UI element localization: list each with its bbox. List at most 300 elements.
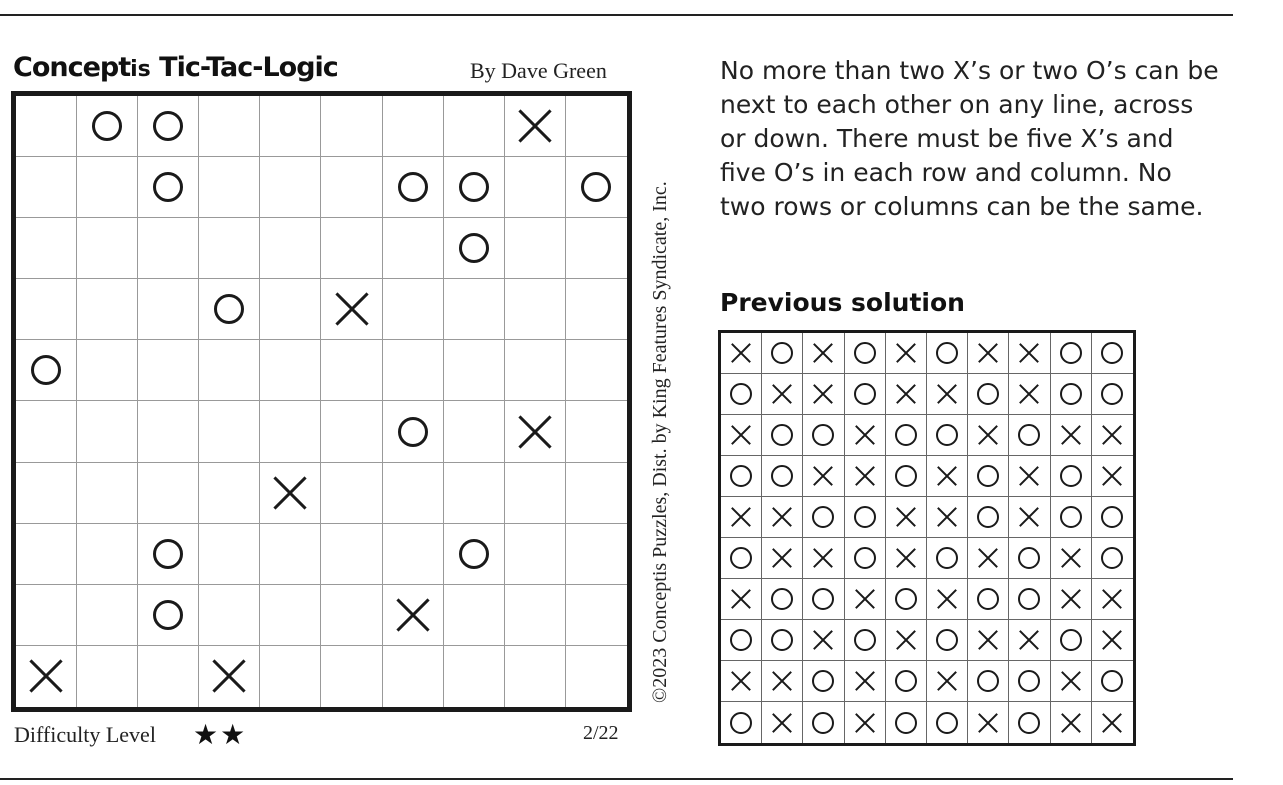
solution-cell bbox=[1051, 456, 1092, 497]
o-mark bbox=[812, 588, 834, 610]
puzzle-cell[interactable] bbox=[199, 218, 260, 279]
solution-cell bbox=[886, 415, 927, 456]
x-mark bbox=[854, 712, 876, 734]
x-mark bbox=[517, 414, 553, 450]
x-mark bbox=[977, 424, 999, 446]
solution-cell bbox=[886, 620, 927, 661]
puzzle-cell[interactable] bbox=[383, 157, 444, 218]
puzzle-cell[interactable] bbox=[321, 96, 382, 157]
puzzle-cell[interactable] bbox=[77, 340, 138, 401]
solution-cell bbox=[845, 374, 886, 415]
o-mark bbox=[936, 629, 958, 651]
o-mark bbox=[1101, 383, 1123, 405]
o-mark bbox=[936, 424, 958, 446]
puzzle-cell[interactable] bbox=[199, 96, 260, 157]
o-mark bbox=[854, 629, 876, 651]
o-mark bbox=[1060, 383, 1082, 405]
puzzle-cell[interactable] bbox=[505, 524, 566, 585]
o-mark bbox=[977, 506, 999, 528]
puzzle-cell[interactable] bbox=[138, 96, 199, 157]
puzzle-cell[interactable] bbox=[260, 463, 321, 524]
x-mark bbox=[395, 597, 431, 633]
x-mark bbox=[1018, 506, 1040, 528]
puzzle-cell[interactable] bbox=[260, 157, 321, 218]
puzzle-cell[interactable] bbox=[321, 585, 382, 646]
puzzle-cell[interactable] bbox=[77, 401, 138, 462]
puzzle-cell[interactable] bbox=[383, 340, 444, 401]
o-mark bbox=[153, 111, 183, 141]
puzzle-cell[interactable] bbox=[505, 401, 566, 462]
solution-cell bbox=[1009, 661, 1050, 702]
x-mark bbox=[730, 670, 752, 692]
puzzle-cell[interactable] bbox=[260, 524, 321, 585]
solution-cell bbox=[845, 415, 886, 456]
puzzle-cell[interactable] bbox=[77, 646, 138, 707]
x-mark bbox=[1060, 588, 1082, 610]
o-mark bbox=[771, 342, 793, 364]
solution-cell bbox=[927, 579, 968, 620]
o-mark bbox=[730, 629, 752, 651]
x-mark bbox=[1101, 712, 1123, 734]
puzzle-cell[interactable] bbox=[566, 401, 627, 462]
puzzle-cell[interactable] bbox=[321, 401, 382, 462]
solution-cell bbox=[968, 620, 1009, 661]
solution-cell bbox=[721, 620, 762, 661]
puzzle-cell[interactable] bbox=[138, 218, 199, 279]
x-mark bbox=[771, 506, 793, 528]
o-mark bbox=[1060, 629, 1082, 651]
o-mark bbox=[153, 539, 183, 569]
x-mark bbox=[854, 670, 876, 692]
x-mark bbox=[1101, 424, 1123, 446]
x-mark bbox=[977, 547, 999, 569]
puzzle-cell[interactable] bbox=[383, 463, 444, 524]
solution-cell bbox=[803, 702, 844, 743]
o-mark bbox=[730, 383, 752, 405]
previous-solution-title: Previous solution bbox=[720, 288, 965, 317]
puzzle-cell[interactable] bbox=[321, 340, 382, 401]
x-mark bbox=[1101, 465, 1123, 487]
solution-cell bbox=[886, 374, 927, 415]
solution-cell bbox=[845, 620, 886, 661]
puzzle-cell[interactable] bbox=[444, 646, 505, 707]
solution-cell bbox=[762, 374, 803, 415]
copyright-notice: ©2023 Conceptis Puzzles, Dist. by King Features Syndicate, Inc. bbox=[649, 181, 671, 703]
puzzle-cell[interactable] bbox=[566, 157, 627, 218]
x-mark bbox=[1018, 342, 1040, 364]
o-mark bbox=[812, 506, 834, 528]
solution-cell bbox=[927, 661, 968, 702]
x-mark bbox=[730, 506, 752, 528]
solution-cell bbox=[1051, 497, 1092, 538]
puzzle-cell[interactable] bbox=[566, 279, 627, 340]
puzzle-cell[interactable] bbox=[505, 585, 566, 646]
solution-cell bbox=[762, 702, 803, 743]
solution-cell bbox=[721, 579, 762, 620]
puzzle-cell[interactable] bbox=[444, 96, 505, 157]
x-mark bbox=[771, 712, 793, 734]
solution-cell bbox=[927, 374, 968, 415]
solution-cell bbox=[968, 702, 1009, 743]
puzzle-cell[interactable] bbox=[505, 646, 566, 707]
puzzle-cell[interactable] bbox=[383, 279, 444, 340]
solution-cell bbox=[721, 415, 762, 456]
o-mark bbox=[730, 712, 752, 734]
puzzle-cell[interactable] bbox=[138, 340, 199, 401]
x-mark bbox=[730, 588, 752, 610]
x-mark bbox=[1060, 547, 1082, 569]
solution-cell bbox=[1051, 374, 1092, 415]
puzzle-cell[interactable] bbox=[77, 279, 138, 340]
puzzle-cell[interactable] bbox=[260, 401, 321, 462]
o-mark bbox=[31, 355, 61, 385]
x-mark bbox=[1060, 424, 1082, 446]
puzzle-cell[interactable] bbox=[16, 157, 77, 218]
solution-cell bbox=[1092, 497, 1133, 538]
o-mark bbox=[730, 465, 752, 487]
puzzle-cell[interactable] bbox=[566, 96, 627, 157]
x-mark bbox=[977, 629, 999, 651]
o-mark bbox=[854, 506, 876, 528]
puzzle-cell[interactable] bbox=[16, 585, 77, 646]
puzzle-cell[interactable] bbox=[260, 218, 321, 279]
bottom-rule bbox=[0, 778, 1233, 780]
solution-cell bbox=[762, 538, 803, 579]
o-mark bbox=[459, 233, 489, 263]
solution-cell bbox=[886, 661, 927, 702]
solution-cell bbox=[927, 538, 968, 579]
solution-cell bbox=[1092, 620, 1133, 661]
puzzle-cell[interactable] bbox=[505, 340, 566, 401]
x-mark bbox=[1018, 465, 1040, 487]
o-mark bbox=[812, 712, 834, 734]
solution-cell bbox=[1051, 702, 1092, 743]
puzzle-cell[interactable] bbox=[566, 585, 627, 646]
solution-cell bbox=[886, 538, 927, 579]
puzzle-cell[interactable] bbox=[566, 218, 627, 279]
solution-cell bbox=[1009, 702, 1050, 743]
puzzle-cell[interactable] bbox=[444, 218, 505, 279]
x-mark bbox=[977, 342, 999, 364]
puzzle-cell[interactable] bbox=[505, 279, 566, 340]
puzzle-cell[interactable] bbox=[199, 463, 260, 524]
puzzle-cell[interactable] bbox=[16, 96, 77, 157]
o-mark bbox=[1101, 506, 1123, 528]
puzzle-cell[interactable] bbox=[383, 524, 444, 585]
puzzle-cell[interactable] bbox=[505, 96, 566, 157]
x-mark bbox=[936, 506, 958, 528]
solution-cell bbox=[803, 579, 844, 620]
puzzle-cell[interactable] bbox=[444, 401, 505, 462]
o-mark bbox=[730, 547, 752, 569]
puzzle-cell[interactable] bbox=[566, 340, 627, 401]
solution-cell bbox=[1092, 579, 1133, 620]
x-mark bbox=[1101, 629, 1123, 651]
puzzle-date: 2/22 bbox=[583, 722, 619, 744]
o-mark bbox=[977, 465, 999, 487]
x-mark bbox=[28, 658, 64, 694]
puzzle-cell[interactable] bbox=[505, 463, 566, 524]
puzzle-cell[interactable] bbox=[199, 646, 260, 707]
puzzle-cell[interactable] bbox=[321, 646, 382, 707]
puzzle-cell[interactable] bbox=[383, 646, 444, 707]
puzzle-cell[interactable] bbox=[444, 524, 505, 585]
solution-cell bbox=[968, 661, 1009, 702]
solution-cell bbox=[1009, 456, 1050, 497]
x-mark bbox=[936, 465, 958, 487]
solution-cell bbox=[968, 415, 1009, 456]
puzzle-cell[interactable] bbox=[260, 279, 321, 340]
x-mark bbox=[895, 506, 917, 528]
solution-cell bbox=[845, 661, 886, 702]
solution-cell bbox=[845, 497, 886, 538]
puzzle-cell[interactable] bbox=[199, 524, 260, 585]
difficulty-stars: ★★ bbox=[193, 719, 248, 750]
puzzle-cell[interactable] bbox=[505, 218, 566, 279]
x-mark bbox=[854, 588, 876, 610]
o-mark bbox=[854, 342, 876, 364]
solution-cell bbox=[1092, 374, 1133, 415]
puzzle-cell[interactable] bbox=[321, 524, 382, 585]
byline: By Dave Green bbox=[470, 58, 607, 83]
o-mark bbox=[398, 172, 428, 202]
x-mark bbox=[895, 342, 917, 364]
x-mark bbox=[936, 670, 958, 692]
solution-cell bbox=[762, 415, 803, 456]
solution-cell bbox=[721, 333, 762, 374]
puzzle-cell[interactable] bbox=[383, 401, 444, 462]
solution-cell bbox=[968, 333, 1009, 374]
puzzle-cell[interactable] bbox=[199, 340, 260, 401]
puzzle-cell[interactable] bbox=[199, 157, 260, 218]
solution-cell bbox=[886, 497, 927, 538]
x-mark bbox=[1060, 670, 1082, 692]
puzzle-cell[interactable] bbox=[138, 157, 199, 218]
solution-cell bbox=[927, 415, 968, 456]
puzzle-cell[interactable] bbox=[77, 157, 138, 218]
solution-cell bbox=[721, 497, 762, 538]
o-mark bbox=[153, 172, 183, 202]
x-mark bbox=[1101, 588, 1123, 610]
o-mark bbox=[1060, 465, 1082, 487]
solution-cell bbox=[803, 538, 844, 579]
x-mark bbox=[854, 424, 876, 446]
o-mark bbox=[459, 172, 489, 202]
solution-cell bbox=[762, 579, 803, 620]
solution-cell bbox=[721, 538, 762, 579]
solution-cell bbox=[803, 374, 844, 415]
o-mark bbox=[1018, 588, 1040, 610]
solution-cell bbox=[1051, 415, 1092, 456]
o-mark bbox=[771, 588, 793, 610]
solution-cell bbox=[803, 333, 844, 374]
solution-cell bbox=[927, 702, 968, 743]
o-mark bbox=[936, 342, 958, 364]
solution-cell bbox=[927, 333, 968, 374]
solution-cell bbox=[1051, 620, 1092, 661]
solution-cell bbox=[803, 661, 844, 702]
puzzle-cell[interactable] bbox=[16, 218, 77, 279]
puzzle-cell[interactable] bbox=[138, 279, 199, 340]
o-mark bbox=[977, 670, 999, 692]
solution-cell bbox=[803, 415, 844, 456]
solution-cell bbox=[762, 620, 803, 661]
solution-cell bbox=[1051, 333, 1092, 374]
solution-cell bbox=[1009, 620, 1050, 661]
solution-cell bbox=[1009, 538, 1050, 579]
o-mark bbox=[895, 465, 917, 487]
o-mark bbox=[771, 465, 793, 487]
x-mark bbox=[895, 629, 917, 651]
x-mark bbox=[895, 383, 917, 405]
puzzle-cell[interactable] bbox=[444, 157, 505, 218]
puzzle-cell[interactable] bbox=[321, 157, 382, 218]
solution-cell bbox=[1051, 661, 1092, 702]
solution-cell bbox=[721, 661, 762, 702]
puzzle-cell[interactable] bbox=[77, 463, 138, 524]
solution-cell bbox=[845, 333, 886, 374]
puzzle-cell[interactable] bbox=[383, 585, 444, 646]
o-mark bbox=[214, 294, 244, 324]
puzzle-cell[interactable] bbox=[321, 463, 382, 524]
x-mark bbox=[272, 475, 308, 511]
puzzle-cell[interactable] bbox=[16, 646, 77, 707]
solution-cell bbox=[1009, 579, 1050, 620]
solution-cell bbox=[721, 374, 762, 415]
puzzle-cell[interactable] bbox=[77, 218, 138, 279]
puzzle-cell[interactable] bbox=[260, 646, 321, 707]
x-mark bbox=[812, 383, 834, 405]
x-mark bbox=[211, 658, 247, 694]
solution-cell bbox=[1009, 497, 1050, 538]
o-mark bbox=[854, 547, 876, 569]
o-mark bbox=[92, 111, 122, 141]
x-mark bbox=[812, 465, 834, 487]
puzzle-cell[interactable] bbox=[199, 585, 260, 646]
x-mark bbox=[334, 291, 370, 327]
o-mark bbox=[812, 424, 834, 446]
o-mark bbox=[977, 383, 999, 405]
puzzle-cell[interactable] bbox=[77, 585, 138, 646]
puzzle-cell[interactable] bbox=[77, 524, 138, 585]
x-mark bbox=[1018, 629, 1040, 651]
top-rule bbox=[0, 14, 1233, 16]
o-mark bbox=[977, 588, 999, 610]
x-mark bbox=[771, 670, 793, 692]
o-mark bbox=[581, 172, 611, 202]
o-mark bbox=[1018, 547, 1040, 569]
solution-cell bbox=[803, 456, 844, 497]
puzzle-cell[interactable] bbox=[138, 463, 199, 524]
solution-cell bbox=[886, 579, 927, 620]
x-mark bbox=[812, 342, 834, 364]
o-mark bbox=[771, 629, 793, 651]
puzzle-cell[interactable] bbox=[444, 279, 505, 340]
puzzle-cell[interactable] bbox=[566, 524, 627, 585]
o-mark bbox=[895, 424, 917, 446]
x-mark bbox=[812, 547, 834, 569]
x-mark bbox=[977, 712, 999, 734]
x-mark bbox=[730, 424, 752, 446]
puzzle-cell[interactable] bbox=[383, 96, 444, 157]
o-mark bbox=[1060, 342, 1082, 364]
x-mark bbox=[771, 383, 793, 405]
solution-cell bbox=[762, 497, 803, 538]
puzzle-title: Conceptis Tic-Tac-Logic bbox=[13, 52, 338, 83]
solution-cell bbox=[1092, 415, 1133, 456]
solution-cell bbox=[845, 456, 886, 497]
o-mark bbox=[895, 670, 917, 692]
puzzle-cell[interactable] bbox=[444, 340, 505, 401]
puzzle-cell[interactable] bbox=[444, 463, 505, 524]
puzzle-cell[interactable] bbox=[321, 218, 382, 279]
solution-cell bbox=[968, 579, 1009, 620]
o-mark bbox=[398, 417, 428, 447]
puzzle-cell[interactable] bbox=[138, 524, 199, 585]
puzzle-cell[interactable] bbox=[321, 279, 382, 340]
x-mark bbox=[730, 342, 752, 364]
puzzle-cell[interactable] bbox=[138, 646, 199, 707]
puzzle-cell[interactable] bbox=[138, 585, 199, 646]
solution-cell bbox=[1092, 333, 1133, 374]
puzzle-cell[interactable] bbox=[16, 463, 77, 524]
puzzle-cell[interactable] bbox=[16, 524, 77, 585]
solution-cell bbox=[1009, 415, 1050, 456]
o-mark bbox=[1018, 670, 1040, 692]
puzzle-cell[interactable] bbox=[199, 401, 260, 462]
o-mark bbox=[1018, 424, 1040, 446]
o-mark bbox=[1060, 506, 1082, 528]
solution-cell bbox=[845, 702, 886, 743]
puzzle-cell[interactable] bbox=[199, 279, 260, 340]
puzzle-cell[interactable] bbox=[383, 218, 444, 279]
solution-cell bbox=[803, 620, 844, 661]
solution-cell bbox=[762, 456, 803, 497]
puzzle-cell[interactable] bbox=[444, 585, 505, 646]
solution-cell bbox=[968, 374, 1009, 415]
o-mark bbox=[936, 547, 958, 569]
solution-cell bbox=[845, 579, 886, 620]
solution-cell bbox=[1009, 374, 1050, 415]
puzzle-cell[interactable] bbox=[16, 279, 77, 340]
puzzle-cell[interactable] bbox=[138, 401, 199, 462]
puzzle-cell[interactable] bbox=[566, 463, 627, 524]
puzzle-cell[interactable] bbox=[260, 96, 321, 157]
solution-cell bbox=[762, 333, 803, 374]
o-mark bbox=[1101, 547, 1123, 569]
puzzle-cell[interactable] bbox=[16, 401, 77, 462]
x-mark bbox=[812, 629, 834, 651]
o-mark bbox=[771, 424, 793, 446]
solution-cell bbox=[1009, 333, 1050, 374]
puzzle-cell[interactable] bbox=[77, 96, 138, 157]
o-mark bbox=[153, 600, 183, 630]
puzzle-cell[interactable] bbox=[566, 646, 627, 707]
puzzle-cell[interactable] bbox=[16, 340, 77, 401]
puzzle-cell[interactable] bbox=[260, 585, 321, 646]
x-mark bbox=[936, 588, 958, 610]
solution-cell bbox=[762, 661, 803, 702]
solution-cell bbox=[721, 702, 762, 743]
solution-cell bbox=[886, 456, 927, 497]
puzzle-cell[interactable] bbox=[505, 157, 566, 218]
o-mark bbox=[854, 383, 876, 405]
solution-cell bbox=[968, 456, 1009, 497]
puzzle-cell[interactable] bbox=[260, 340, 321, 401]
solution-cell bbox=[886, 702, 927, 743]
instructions-text: No more than two X’s or two O’s can be next to each other on any line, across or down. There must be five X’s and five O’s in each row and column. No two rows or columns can be the same. bbox=[720, 56, 1219, 221]
x-mark bbox=[1060, 712, 1082, 734]
